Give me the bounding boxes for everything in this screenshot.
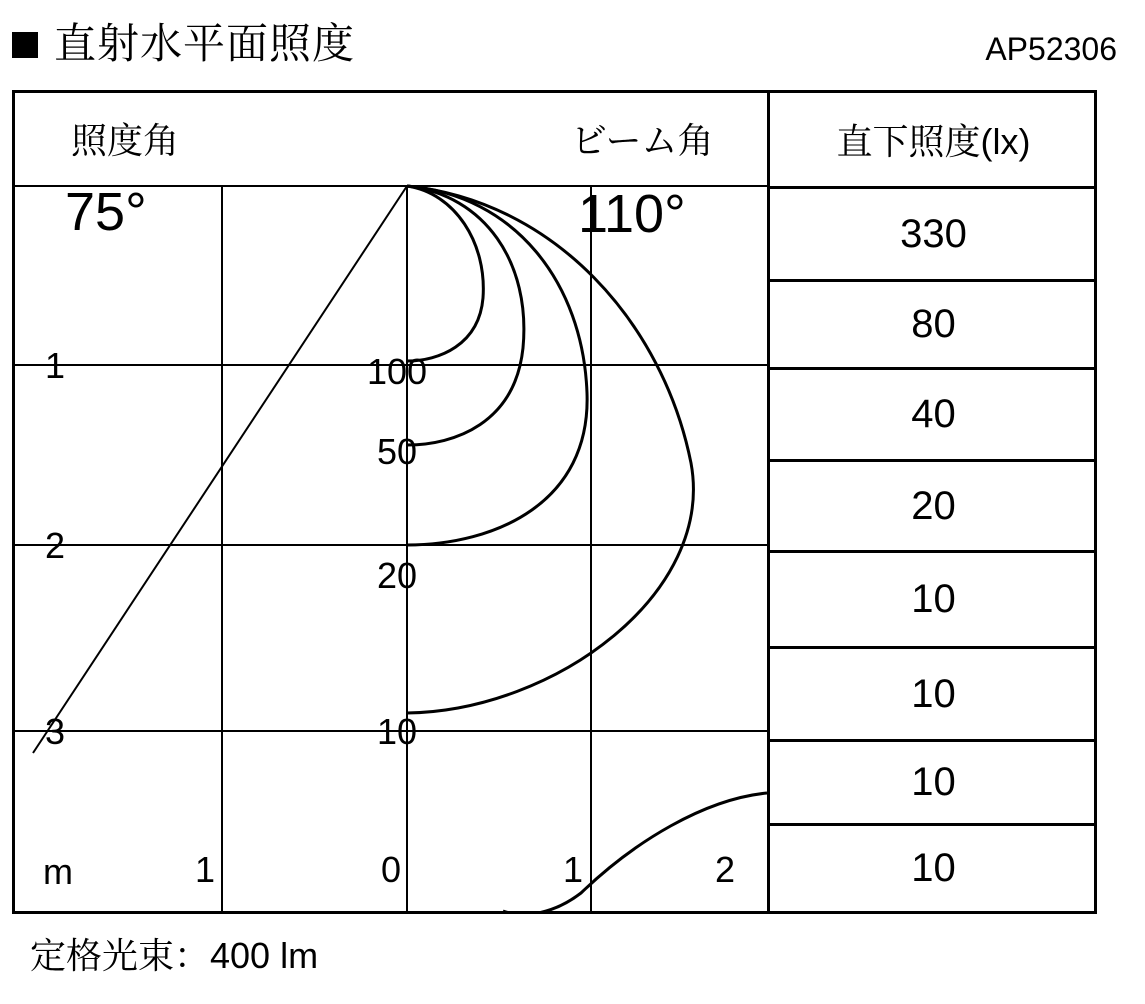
contour-label-50: 50 — [377, 431, 418, 472]
illuminance-angle-value: 75° — [65, 182, 147, 242]
rated-flux-note: 定格光束：400 lm — [30, 935, 319, 976]
table-row — [770, 739, 1097, 823]
beam-angle-value: 110° — [578, 184, 686, 244]
illuminance-plot — [15, 93, 767, 911]
table-cell-value: 10 — [911, 577, 956, 621]
table-cell-value: 10 — [911, 760, 956, 804]
x-tick-plus2: 2 — [715, 849, 736, 890]
table-cell-value: 330 — [900, 211, 967, 256]
contour-10 — [407, 186, 693, 713]
table-cell-value: 10 — [911, 671, 956, 716]
table-row — [770, 279, 1097, 367]
x-tick-minus1: 1 — [195, 849, 216, 890]
x-axis-unit: m — [43, 851, 73, 892]
x-tick-0: 0 — [381, 849, 402, 890]
illuminance-angle-ray — [33, 186, 407, 753]
table-cell-value: 40 — [911, 392, 956, 436]
square-bullet-icon — [12, 32, 38, 58]
beam-angle-label: ビーム角 — [571, 120, 714, 161]
illuminance-angle-label: 照度角 — [71, 120, 180, 161]
table-column-header: 直下照度(lx) — [836, 121, 1031, 162]
table-cell-value: 10 — [911, 846, 956, 890]
page-title: 直射水平面照度 — [54, 20, 356, 67]
table-row — [770, 550, 1097, 646]
table-row — [770, 823, 1097, 911]
table-cell-value: 80 — [911, 302, 956, 346]
contour-label-100: 100 — [367, 351, 428, 392]
table-row — [770, 646, 1097, 739]
model-code: AP52306 — [985, 31, 1117, 67]
y-tick-2: 2 — [45, 525, 66, 566]
chart-header — [0, 0, 1145, 88]
y-tick-1: 1 — [45, 345, 66, 386]
illuminance-table — [770, 93, 1097, 911]
table-row — [770, 459, 1097, 550]
x-tick-plus1: 1 — [563, 849, 584, 890]
chart-frame — [12, 90, 1097, 914]
table-row — [770, 186, 1097, 279]
table-row — [770, 367, 1097, 459]
table-cell-value: 20 — [911, 483, 956, 528]
contour-label-20: 20 — [377, 555, 418, 596]
y-tick-3: 3 — [45, 711, 66, 752]
contour-label-10: 10 — [377, 711, 418, 752]
